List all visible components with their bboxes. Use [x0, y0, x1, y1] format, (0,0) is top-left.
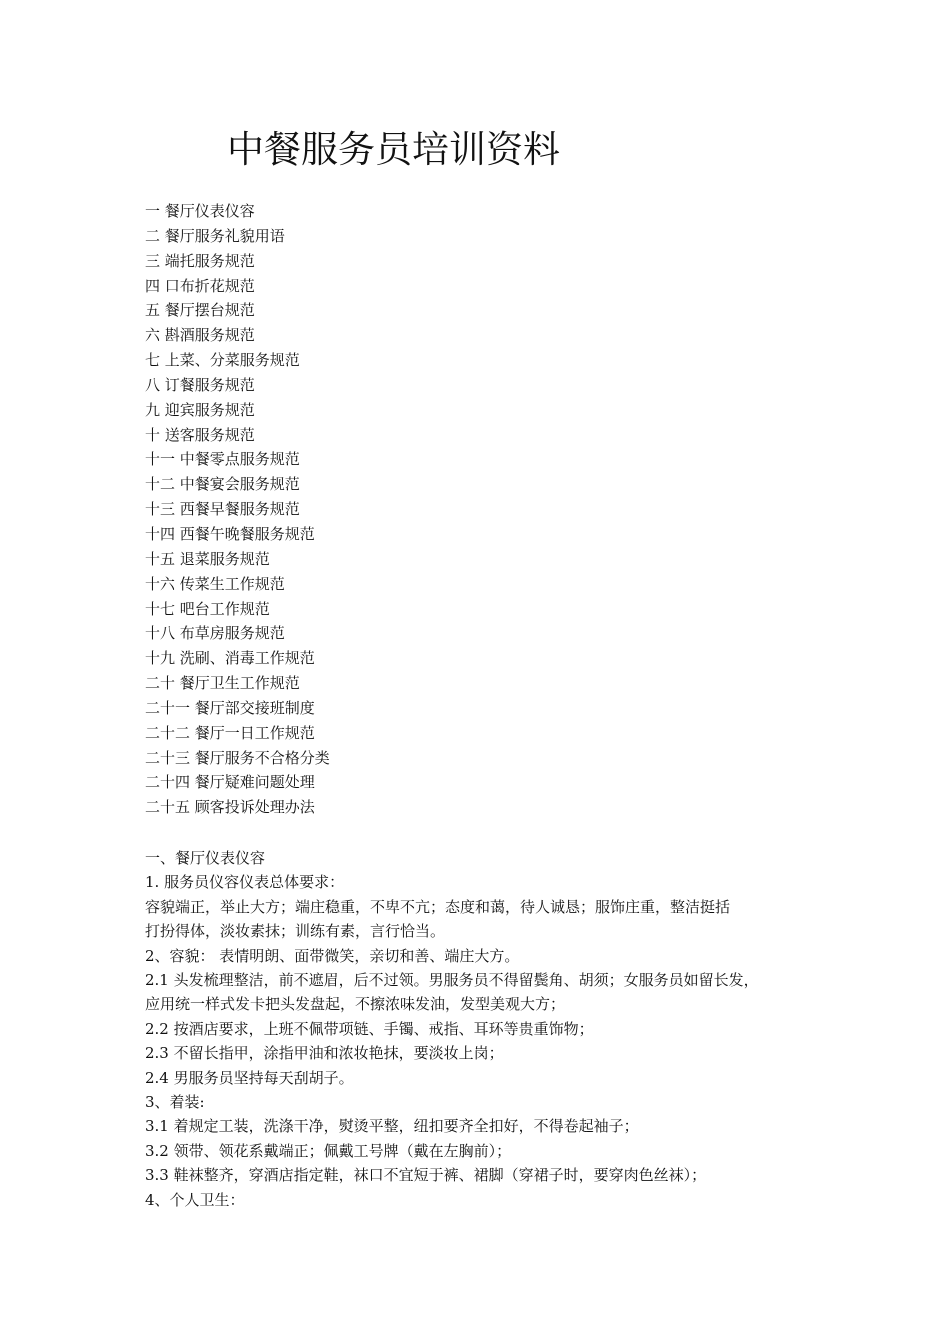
toc-item: 六 斟酒服务规范 — [145, 326, 255, 345]
body-line: 应用统一样式发卡把头发盘起，不擦浓味发油，发型美观大方； — [145, 995, 566, 1014]
body-line: 打扮得体，淡妆素抹；训练有素，言行恰当。 — [145, 922, 446, 941]
document-title: 中餐服务员培训资料 — [227, 128, 560, 171]
toc-item: 十一 中餐零点服务规范 — [145, 450, 300, 469]
toc-item: 二十 餐厅卫生工作规范 — [145, 674, 300, 693]
body-line: 1. 服务员仪容仪表总体要求： — [145, 873, 345, 892]
toc-item: 七 上菜、分菜服务规范 — [145, 351, 300, 370]
toc-item: 二十三 餐厅服务不合格分类 — [145, 748, 330, 767]
toc-item: 二 餐厅服务礼貌用语 — [145, 226, 285, 245]
toc-item: 十九 洗刷、消毒工作规范 — [145, 649, 315, 668]
section-heading: 一、餐厅仪表仪容 — [145, 849, 266, 867]
body-line: 3.3 鞋袜整齐，穿酒店指定鞋，袜口不宜短于裤、裙脚（穿裙子时，要穿肉色丝袜）； — [145, 1166, 707, 1185]
toc-item: 十三 西餐早餐服务规范 — [145, 500, 300, 519]
toc-item: 二十一 餐厅部交接班制度 — [145, 698, 315, 717]
toc-item: 四 口布折花规范 — [145, 276, 255, 295]
toc-item: 二十五 顾客投诉处理办法 — [145, 798, 315, 817]
body-line: 2.4 男服务员坚持每天刮胡子。 — [145, 1068, 354, 1087]
body-line: 2、容貌： 表情明朗、面带微笑，亲切和善、端庄大方。 — [145, 946, 520, 965]
body-line: 3、着装: — [145, 1093, 205, 1112]
body-section — [145, 846, 825, 1212]
toc-item: 十六 传菜生工作规范 — [145, 574, 285, 593]
toc-item: 一 餐厅仪表仪容 — [145, 202, 255, 220]
body-line: 容貌端正，举止大方；端庄稳重，不卑不亢；态度和蔼，待人诚恳；服饰庄重，整洁挺括 — [145, 897, 731, 916]
table-of-contents — [145, 199, 330, 820]
body-line: 2.2 按酒店要求，上班不佩带项链、手镯、戒指、耳环等贵重饰物； — [145, 1019, 594, 1038]
toc-item: 十八 布草房服务规范 — [145, 624, 285, 643]
toc-item: 十五 退菜服务规范 — [145, 549, 270, 568]
body-line: 2.1 头发梳理整洁，前不遮眉，后不过领。男服务员不得留鬓角、胡须；女服务员如留长发， — [145, 971, 759, 990]
toc-item: 二十四 餐厅疑难问题处理 — [145, 773, 315, 792]
toc-item: 二十二 餐厅一日工作规范 — [145, 723, 315, 742]
body-line: 3.1 着规定工装，洗涤干净，熨烫平整，纽扣要齐全扣好，不得卷起袖子； — [145, 1117, 639, 1136]
body-line: 2.3 不留长指甲，涂指甲油和浓妆艳抹，要淡妆上岗； — [145, 1044, 504, 1063]
toc-item: 九 迎宾服务规范 — [145, 400, 255, 419]
toc-item: 十二 中餐宴会服务规范 — [145, 475, 300, 494]
toc-item: 十四 西餐午晚餐服务规范 — [145, 524, 315, 543]
toc-item: 三 端托服务规范 — [145, 251, 255, 270]
body-line: 4、个人卫生： — [145, 1190, 245, 1209]
toc-item: 十 送客服务规范 — [145, 425, 255, 444]
toc-item: 十七 吧台工作规范 — [145, 599, 270, 618]
body-line: 3.2 领带、领花系戴端正；佩戴工号牌（戴在左胸前）； — [145, 1141, 512, 1160]
toc-item: 五 餐厅摆台规范 — [145, 301, 255, 320]
toc-item: 八 订餐服务规范 — [145, 375, 255, 394]
